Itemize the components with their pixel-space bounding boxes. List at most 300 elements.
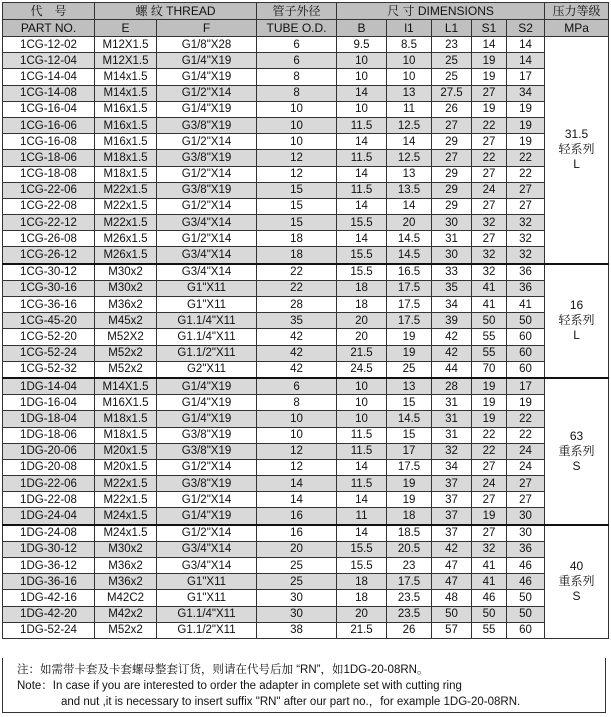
dim-l1-upper-cell: 57 <box>432 622 472 638</box>
note-en-line-2: and nut ,it is necessary to insert suffix "RN" after our part no.，for example 1DG-20-08RN. <box>61 696 521 708</box>
dim-l1-lower-cell: 13 <box>387 85 432 101</box>
thread-f-cell: G1/4"X19 <box>157 395 257 411</box>
dim-s2-cell: 22 <box>507 150 545 166</box>
thread-e-cell: M24x1.5 <box>95 508 157 525</box>
part-no-cell: 1DG-42-16 <box>3 590 95 606</box>
part-no-cell: 1DG-22-08 <box>3 492 95 508</box>
part-no-cell: 1DG-18-04 <box>3 411 95 427</box>
dim-b-cell: 9.5 <box>337 37 387 53</box>
thread-e-cell: M22x1.5 <box>95 198 157 214</box>
dim-l1-upper-cell: 26 <box>432 101 472 117</box>
dim-l1-upper-cell: 30 <box>432 247 472 264</box>
dim-l1-lower-cell: 13 <box>387 378 432 395</box>
dim-s2-cell: 24 <box>507 443 545 459</box>
dim-s2-cell: 27 <box>507 182 545 198</box>
header-pressure-en: MPa <box>545 20 609 37</box>
table-row <box>3 574 609 590</box>
part-no-cell: 1DG-20-08 <box>3 459 95 475</box>
thread-e-cell: M36x2 <box>95 297 157 313</box>
dim-b-cell: 11.5 <box>337 443 387 459</box>
thread-e-cell: M16x1.5 <box>95 101 157 117</box>
table-row <box>3 37 609 53</box>
dim-s1-cell: 50 <box>472 606 507 622</box>
dim-s1-cell: 19 <box>472 53 507 69</box>
tube-od-cell: 16 <box>257 508 337 525</box>
tube-od-cell: 8 <box>257 395 337 411</box>
thread-f-cell: G3/8"X19 <box>157 476 257 492</box>
dim-s2-cell: 22 <box>507 427 545 443</box>
dim-s1-cell: 19 <box>472 69 507 85</box>
part-no-cell: 1CG-30-16 <box>3 280 95 296</box>
dim-l1-upper-cell: 42 <box>432 541 472 557</box>
header-s2: S2 <box>507 20 545 37</box>
thread-f-cell: G1/4"X19 <box>157 411 257 427</box>
dim-s1-cell: 32 <box>472 541 507 557</box>
thread-e-cell: M26x1.5 <box>95 231 157 247</box>
dim-l1-upper-cell: 31 <box>432 395 472 411</box>
thread-f-cell: G3/8"X19 <box>157 182 257 198</box>
dim-s1-cell: 24 <box>472 182 507 198</box>
header-pressure-cn: 压力等级 <box>545 3 609 20</box>
tube-od-cell: 25 <box>257 558 337 574</box>
part-no-cell: 1DG-20-06 <box>3 443 95 459</box>
part-no-cell: 1CG-18-08 <box>3 166 95 182</box>
note-cn: 注：如需带卡套及卡套螺母整套订货，则请在代号后加 “RN”，如1DG-20-08RN。 <box>17 664 429 676</box>
part-no-cell: 1CG-26-12 <box>3 247 95 264</box>
dim-l1-lower-cell: 18 <box>387 508 432 525</box>
thread-f-cell: G1/2"X14 <box>157 525 257 542</box>
dim-s2-cell: 32 <box>507 247 545 264</box>
dim-s1-cell: 41 <box>472 280 507 296</box>
dim-b-cell: 10 <box>337 69 387 85</box>
tube-od-cell: 12 <box>257 166 337 182</box>
dim-l1-lower-cell: 17.5 <box>387 459 432 475</box>
thread-f-cell: G1"X11 <box>157 574 257 590</box>
dim-s2-cell: 27 <box>507 492 545 508</box>
pressure-class-cell <box>545 525 609 639</box>
tube-od-cell: 10 <box>257 427 337 443</box>
thread-e-cell: M22x1.5 <box>95 182 157 198</box>
thread-e-cell: M52x2 <box>95 345 157 361</box>
thread-f-cell: G1/2"X14 <box>157 198 257 214</box>
thread-e-cell: M45x2 <box>95 313 157 329</box>
thread-e-cell: M42x2 <box>95 606 157 622</box>
pressure-class-line: 轻系列 <box>558 313 595 328</box>
dim-l1-lower-cell: 20.5 <box>387 541 432 557</box>
thread-f-cell: G1/4"X19 <box>157 508 257 525</box>
thread-e-cell: M14x1.5 <box>95 85 157 101</box>
part-no-cell: 1CG-30-12 <box>3 264 95 281</box>
dim-s1-cell: 46 <box>472 590 507 606</box>
table-row <box>3 117 609 133</box>
part-no-cell: 1CG-12-04 <box>3 53 95 69</box>
thread-e-cell: M12X1.5 <box>95 37 157 53</box>
dim-s1-cell: 41 <box>472 558 507 574</box>
dim-l1-lower-cell: 14 <box>387 134 432 150</box>
pressure-class-line: 重系列 <box>558 574 595 589</box>
dim-b-cell: 14 <box>337 166 387 182</box>
part-no-cell: 1CG-14-08 <box>3 85 95 101</box>
thread-f-cell: G3/8"X19 <box>157 150 257 166</box>
dim-s2-cell: 46 <box>507 574 545 590</box>
dim-l1-lower-cell: 13 <box>387 166 432 182</box>
dim-l1-upper-cell: 37 <box>432 525 472 542</box>
tube-od-cell: 8 <box>257 85 337 101</box>
thread-f-cell: G3/8"X19 <box>157 443 257 459</box>
tube-od-cell: 14 <box>257 476 337 492</box>
dim-b-cell: 20 <box>337 313 387 329</box>
thread-e-cell: M52X2 <box>95 329 157 345</box>
pressure-class-line: L <box>573 328 580 343</box>
thread-e-cell: M52x2 <box>95 622 157 638</box>
table-row <box>3 150 609 166</box>
thread-f-cell: G1/4"X19 <box>157 69 257 85</box>
dim-s1-cell: 27 <box>472 525 507 542</box>
dim-b-cell: 14 <box>337 134 387 150</box>
table-row <box>3 69 609 85</box>
thread-f-cell: G3/4"X14 <box>157 247 257 264</box>
dim-l1-upper-cell: 28 <box>432 378 472 395</box>
table-row <box>3 361 609 378</box>
dim-l1-upper-cell: 31 <box>432 231 472 247</box>
dim-l1-upper-cell: 37 <box>432 476 472 492</box>
dim-s2-cell: 19 <box>507 101 545 117</box>
dim-l1-lower-cell: 17.5 <box>387 297 432 313</box>
thread-e-cell: M20x1.5 <box>95 443 157 459</box>
dim-b-cell: 14 <box>337 525 387 542</box>
dim-s1-cell: 22 <box>472 117 507 133</box>
pressure-class-line: 63 <box>569 428 584 443</box>
table-header <box>3 3 609 37</box>
dim-b-cell: 18 <box>337 280 387 296</box>
part-no-cell: 1DG-52-24 <box>3 622 95 638</box>
thread-f-cell: G1/4"X19 <box>157 378 257 395</box>
header-code-en: PART NO. <box>3 20 95 37</box>
dim-s2-cell: 14 <box>507 53 545 69</box>
dim-l1-upper-cell: 35 <box>432 280 472 296</box>
dim-s2-cell: 50 <box>507 606 545 622</box>
tube-od-cell: 6 <box>257 53 337 69</box>
dim-l1-lower-cell: 14.5 <box>387 231 432 247</box>
part-no-cell: 1CG-52-32 <box>3 361 95 378</box>
dim-l1-upper-cell: 27 <box>432 117 472 133</box>
thread-f-cell: G1"X11 <box>157 297 257 313</box>
thread-f-cell: G1/4"X19 <box>157 53 257 69</box>
dim-b-cell: 10 <box>337 378 387 395</box>
dim-s2-cell: 19 <box>507 134 545 150</box>
tube-od-cell: 20 <box>257 541 337 557</box>
table-row <box>3 101 609 117</box>
table-row <box>3 459 609 475</box>
dim-s1-cell: 19 <box>472 101 507 117</box>
table-row <box>3 166 609 182</box>
dim-s1-cell: 32 <box>472 215 507 231</box>
tube-od-cell: 42 <box>257 329 337 345</box>
thread-e-cell: M14x1.5 <box>95 69 157 85</box>
dim-l1-upper-cell: 37 <box>432 508 472 525</box>
tube-od-cell: 30 <box>257 590 337 606</box>
table-row <box>3 558 609 574</box>
thread-f-cell: G1"X11 <box>157 590 257 606</box>
dim-b-cell: 14 <box>337 492 387 508</box>
dim-l1-lower-cell: 14.5 <box>387 247 432 264</box>
dim-l1-lower-cell: 23 <box>387 558 432 574</box>
dim-s2-cell: 36 <box>507 280 545 296</box>
dim-b-cell: 14 <box>337 459 387 475</box>
thread-f-cell: G1/8"X28 <box>157 37 257 53</box>
header-code-cn: 代 号 <box>3 3 95 20</box>
table-row <box>3 606 609 622</box>
thread-f-cell: G2"X11 <box>157 361 257 378</box>
dim-b-cell: 11.5 <box>337 182 387 198</box>
thread-f-cell: G3/4"X14 <box>157 264 257 281</box>
tube-od-cell: 42 <box>257 361 337 378</box>
dim-l1-lower-cell: 19 <box>387 329 432 345</box>
tube-od-cell: 22 <box>257 264 337 281</box>
pressure-class-line: 40 <box>569 559 584 574</box>
part-no-cell: 1CG-16-06 <box>3 117 95 133</box>
part-no-cell: 1CG-16-08 <box>3 134 95 150</box>
dim-b-cell: 18 <box>337 297 387 313</box>
dim-s1-cell: 55 <box>472 329 507 345</box>
table-row <box>3 264 609 281</box>
dim-l1-lower-cell: 23.5 <box>387 590 432 606</box>
table-row <box>3 427 609 443</box>
table-row <box>3 508 609 525</box>
table-row <box>3 198 609 214</box>
part-no-cell: 1DG-36-16 <box>3 574 95 590</box>
pressure-class-line: S <box>572 589 581 604</box>
part-no-cell: 1DG-24-08 <box>3 525 95 542</box>
dim-s2-cell: 30 <box>507 508 545 525</box>
thread-f-cell: G1/2"X14 <box>157 166 257 182</box>
dim-b-cell: 14 <box>337 231 387 247</box>
tube-od-cell: 42 <box>257 345 337 361</box>
dim-l1-upper-cell: 32 <box>432 443 472 459</box>
dim-l1-upper-cell: 23 <box>432 37 472 53</box>
dim-b-cell: 14 <box>337 198 387 214</box>
thread-e-cell: M22x1.5 <box>95 492 157 508</box>
part-no-cell: 1CG-12-02 <box>3 37 95 53</box>
dim-l1-upper-cell: 48 <box>432 590 472 606</box>
table-row <box>3 53 609 69</box>
dim-s1-cell: 19 <box>472 411 507 427</box>
dim-b-cell: 18 <box>337 590 387 606</box>
dim-s2-cell: 22 <box>507 166 545 182</box>
note-en-line-1: Note：In case if you are interested to order the adapter in complete set with cutting ring <box>17 680 462 692</box>
table-row <box>3 378 609 395</box>
thread-e-cell: M26x1.5 <box>95 247 157 264</box>
dim-b-cell: 15.5 <box>337 558 387 574</box>
dim-l1-lower-cell: 19 <box>387 476 432 492</box>
tube-od-cell: 25 <box>257 574 337 590</box>
table-row <box>3 297 609 313</box>
dim-s2-cell: 14 <box>507 37 545 53</box>
dim-l1-lower-cell: 20 <box>387 215 432 231</box>
part-no-cell: 1DG-14-04 <box>3 378 95 395</box>
table-row <box>3 443 609 459</box>
dim-l1-upper-cell: 33 <box>432 264 472 281</box>
header-l1-upper: L1 <box>432 20 472 37</box>
thread-f-cell: G1"X11 <box>157 280 257 296</box>
dim-s2-cell: 50 <box>507 590 545 606</box>
thread-e-cell: M30x2 <box>95 280 157 296</box>
dim-l1-upper-cell: 25 <box>432 53 472 69</box>
thread-f-cell: G1.1/4"X11 <box>157 313 257 329</box>
part-no-cell: 1DG-16-04 <box>3 395 95 411</box>
dim-l1-lower-cell: 16.5 <box>387 264 432 281</box>
thread-f-cell: G1/2"X14 <box>157 492 257 508</box>
dim-l1-lower-cell: 17.5 <box>387 280 432 296</box>
dim-b-cell: 20 <box>337 329 387 345</box>
thread-e-cell: M30x2 <box>95 264 157 281</box>
dim-l1-upper-cell: 31 <box>432 411 472 427</box>
tube-od-cell: 18 <box>257 231 337 247</box>
dim-s2-cell: 60 <box>507 345 545 361</box>
dim-l1-upper-cell: 29 <box>432 134 472 150</box>
dim-s2-cell: 27 <box>507 476 545 492</box>
thread-f-cell: G3/8"X19 <box>157 427 257 443</box>
part-no-cell: 1DG-22-06 <box>3 476 95 492</box>
dim-s1-cell: 55 <box>472 345 507 361</box>
dim-s1-cell: 22 <box>472 443 507 459</box>
table-row <box>3 492 609 508</box>
dim-b-cell: 11.5 <box>337 476 387 492</box>
dim-l1-lower-cell: 17 <box>387 443 432 459</box>
table-row <box>3 541 609 557</box>
dim-l1-lower-cell: 26 <box>387 622 432 638</box>
dim-s2-cell: 60 <box>507 329 545 345</box>
dim-b-cell: 10 <box>337 101 387 117</box>
dim-s1-cell: 24 <box>472 476 507 492</box>
dim-l1-upper-cell: 27.5 <box>432 85 472 101</box>
part-no-cell: 1CG-22-06 <box>3 182 95 198</box>
dim-l1-upper-cell: 34 <box>432 459 472 475</box>
dim-l1-upper-cell: 39 <box>432 313 472 329</box>
dim-l1-lower-cell: 8.5 <box>387 37 432 53</box>
dim-l1-lower-cell: 11 <box>387 101 432 117</box>
dim-s1-cell: 27 <box>472 198 507 214</box>
dim-s1-cell: 50 <box>472 313 507 329</box>
dim-l1-upper-cell: 31 <box>432 427 472 443</box>
thread-e-cell: M12X1.5 <box>95 53 157 69</box>
dim-s1-cell: 27 <box>472 85 507 101</box>
thread-f-cell: G3/4"X14 <box>157 215 257 231</box>
dim-s1-cell: 41 <box>472 297 507 313</box>
dim-s2-cell: 27 <box>507 198 545 214</box>
thread-f-cell: G1.1/4"X11 <box>157 329 257 345</box>
thread-f-cell: G1.1/4"X11 <box>157 606 257 622</box>
pressure-class-line: S <box>572 458 581 473</box>
dim-s2-cell: 50 <box>507 313 545 329</box>
dim-l1-upper-cell: 25 <box>432 69 472 85</box>
table-row <box>3 85 609 101</box>
pressure-class-line: 轻系列 <box>558 142 595 157</box>
header-s1: S1 <box>472 20 507 37</box>
tube-od-cell: 12 <box>257 459 337 475</box>
table-row <box>3 134 609 150</box>
table-row <box>3 590 609 606</box>
table-row <box>3 525 609 542</box>
dim-l1-lower-cell: 18.5 <box>387 525 432 542</box>
dim-l1-upper-cell: 30 <box>432 215 472 231</box>
tube-od-cell: 38 <box>257 622 337 638</box>
dim-s1-cell: 27 <box>472 134 507 150</box>
table-row <box>3 215 609 231</box>
tube-od-cell: 15 <box>257 215 337 231</box>
part-no-cell: 1CG-22-08 <box>3 198 95 214</box>
table-body <box>3 37 609 639</box>
dim-s2-cell: 17 <box>507 69 545 85</box>
dim-l1-lower-cell: 25 <box>387 361 432 378</box>
table-row <box>3 411 609 427</box>
thread-f-cell: G1/2"X14 <box>157 85 257 101</box>
dim-l1-upper-cell: 29 <box>432 198 472 214</box>
dim-s2-cell: 32 <box>507 215 545 231</box>
dim-l1-lower-cell: 15 <box>387 395 432 411</box>
dim-s1-cell: 70 <box>472 361 507 378</box>
pressure-class-cell <box>545 264 609 378</box>
thread-e-cell: M20x1.5 <box>95 459 157 475</box>
part-no-cell: 1CG-52-24 <box>3 345 95 361</box>
dim-b-cell: 14 <box>337 85 387 101</box>
pressure-class-cell <box>545 378 609 525</box>
dim-s2-cell: 30 <box>507 525 545 542</box>
dim-l1-lower-cell: 23.5 <box>387 606 432 622</box>
part-no-cell: 1CG-26-08 <box>3 231 95 247</box>
dim-l1-lower-cell: 13.5 <box>387 182 432 198</box>
dim-s2-cell: 36 <box>507 541 545 557</box>
dim-l1-upper-cell: 42 <box>432 345 472 361</box>
dim-l1-lower-cell: 19 <box>387 345 432 361</box>
dim-s2-cell: 22 <box>507 411 545 427</box>
table-row <box>3 182 609 198</box>
tube-od-cell: 22 <box>257 280 337 296</box>
part-no-cell: 1CG-18-06 <box>3 150 95 166</box>
dim-s2-cell: 46 <box>507 558 545 574</box>
thread-e-cell: M42C2 <box>95 590 157 606</box>
part-no-cell: 1DG-24-04 <box>3 508 95 525</box>
thread-e-cell: M22x1.5 <box>95 215 157 231</box>
dim-l1-lower-cell: 14 <box>387 198 432 214</box>
table-row <box>3 622 609 638</box>
part-no-cell: 1CG-16-04 <box>3 101 95 117</box>
part-no-cell: 1DG-18-06 <box>3 427 95 443</box>
dim-b-cell: 15.5 <box>337 215 387 231</box>
pressure-class-line: L <box>573 157 580 172</box>
part-no-cell: 1DG-42-20 <box>3 606 95 622</box>
dim-s1-cell: 32 <box>472 247 507 264</box>
table-row <box>3 313 609 329</box>
dim-l1-lower-cell: 10 <box>387 53 432 69</box>
table-row <box>3 231 609 247</box>
dim-l1-lower-cell: 12.5 <box>387 150 432 166</box>
header-thread: 螺 纹 THREAD <box>95 3 257 20</box>
dim-l1-upper-cell: 44 <box>432 361 472 378</box>
part-no-cell: 1CG-45-20 <box>3 313 95 329</box>
dim-l1-lower-cell: 12.5 <box>387 117 432 133</box>
dim-s2-cell: 36 <box>507 264 545 281</box>
dim-b-cell: 11.5 <box>337 427 387 443</box>
tube-od-cell: 8 <box>257 69 337 85</box>
thread-e-cell: M18x1.5 <box>95 411 157 427</box>
dim-s1-cell: 27 <box>472 231 507 247</box>
dim-l1-upper-cell: 47 <box>432 574 472 590</box>
thread-e-cell: M18x1.5 <box>95 150 157 166</box>
header-tube-en: TUBE O.D. <box>257 20 337 37</box>
thread-e-cell: M52x2 <box>95 361 157 378</box>
dim-b-cell: 24.5 <box>337 361 387 378</box>
